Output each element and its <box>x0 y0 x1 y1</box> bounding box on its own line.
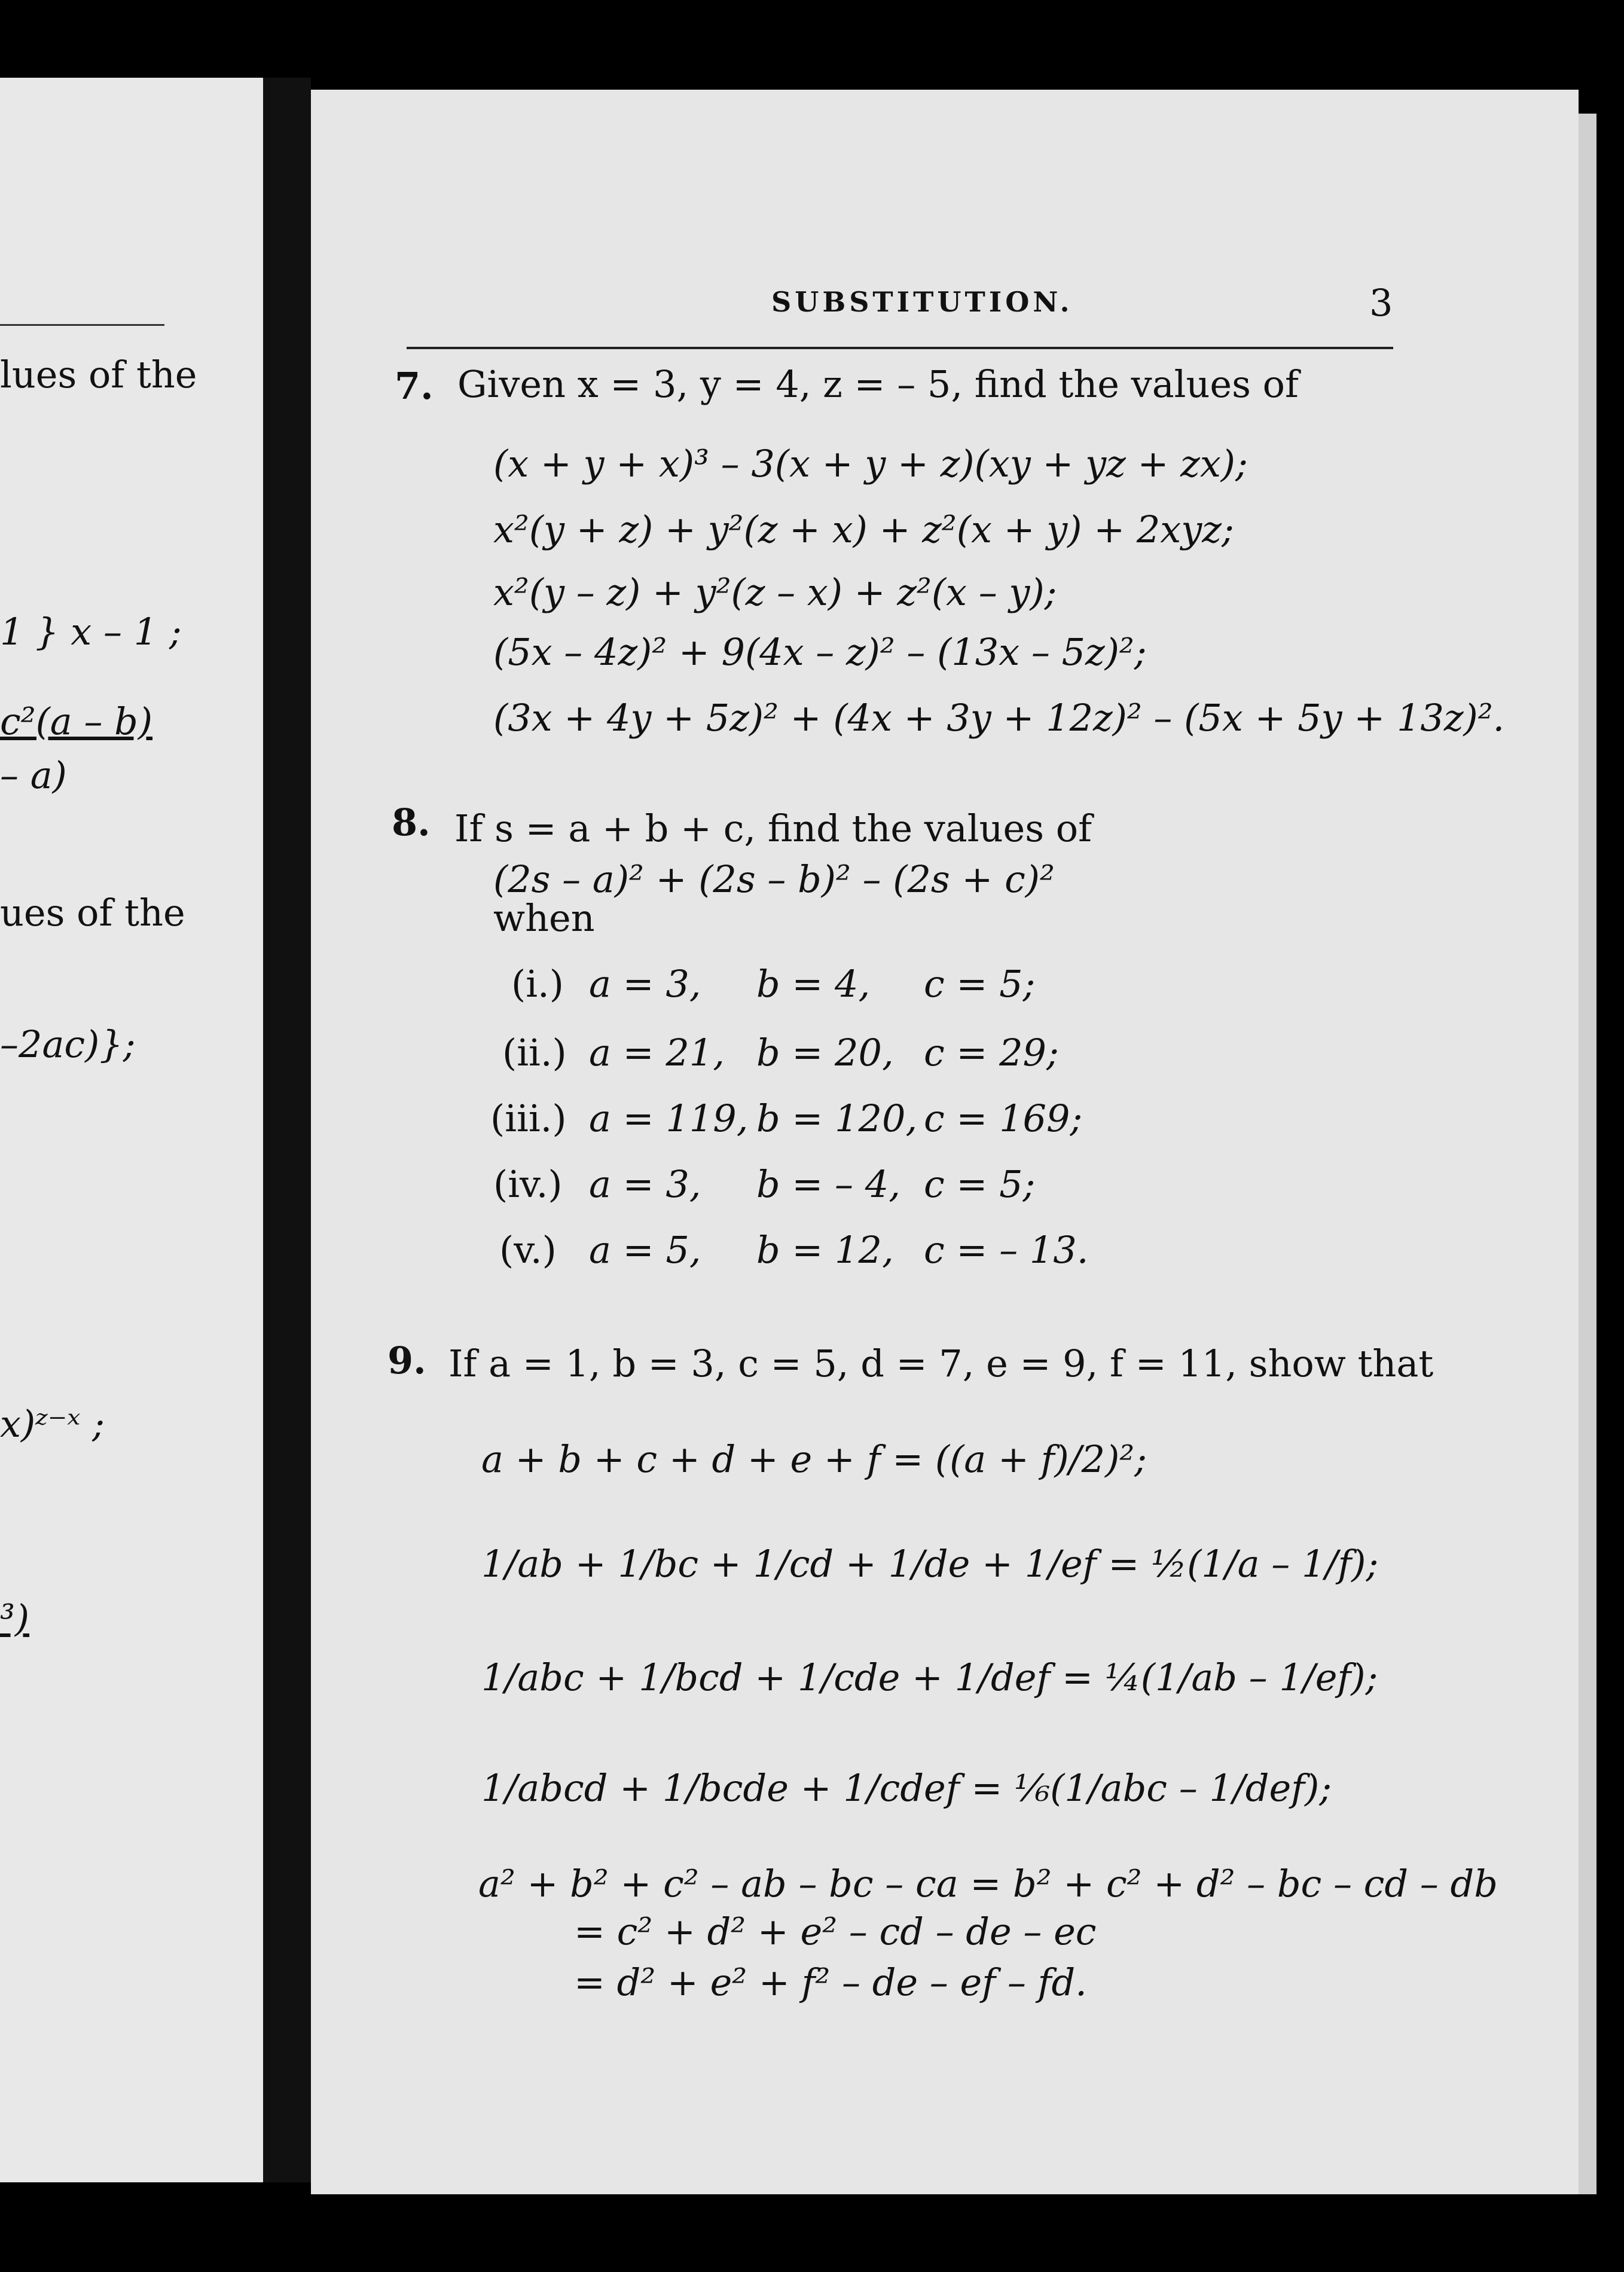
running-head-title: SUBSTITUTION. <box>771 286 1073 318</box>
left-fragment: ³) <box>0 1596 30 1640</box>
math-identity: a + b + c + d + e + f = ((a + f)/2)²; <box>481 1437 1147 1481</box>
math-expression: (5x – 4z)² + 9(4x – z)² – (13x – 5z)²; <box>493 630 1147 674</box>
case-a-value: a = 5, <box>589 1228 701 1272</box>
problem-intro: If a = 1, b = 3, c = 5, d = 7, e = 9, f = 11, show that <box>448 1342 1434 1385</box>
math-identity: = c² + d² + e² – cd – de – ec <box>574 1910 1097 1953</box>
math-expression: (x + y + x)³ – 3(x + y + z)(xy + yz + zx); <box>493 442 1248 485</box>
case-label: (i.) <box>511 962 564 1006</box>
case-b-value: b = – 4, <box>756 1162 900 1206</box>
case-c-value: c = – 13. <box>924 1228 1089 1272</box>
math-identity: = d² + e² + f² – de – ef – fd. <box>574 1960 1087 2004</box>
math-identity: 1/abc + 1/bcd + 1/cde + 1/def = ¼(1/ab – 1/ef); <box>481 1656 1378 1699</box>
math-identity: 1/abcd + 1/bcde + 1/cdef = ⅙(1/abc – 1/def); <box>481 1766 1332 1810</box>
left-fragment: x)ᶻ⁻ˣ ; <box>0 1402 105 1446</box>
page-number: 3 <box>1369 281 1393 325</box>
case-b-value: b = 120, <box>756 1097 918 1140</box>
case-a-value: a = 3, <box>589 1162 701 1206</box>
case-a-value: a = 21, <box>589 1031 725 1074</box>
left-fragment: lues of the <box>0 353 197 396</box>
case-label: (iv.) <box>493 1162 563 1206</box>
case-label: (iii.) <box>490 1097 567 1140</box>
case-a-value: a = 3, <box>589 962 701 1006</box>
problem-intro: If s = a + b + c, find the values of <box>454 807 1092 850</box>
case-label: (v.) <box>499 1228 557 1272</box>
when-label: when <box>493 896 595 940</box>
left-page-rule <box>0 324 164 326</box>
left-fragment: – a) <box>0 753 67 797</box>
left-fragment: ues of the <box>0 891 185 935</box>
problem-number: 8. <box>392 801 431 844</box>
math-expression: x²(y – z) + y²(z – x) + z²(x – y); <box>493 570 1057 614</box>
problem-number: 9. <box>387 1339 426 1382</box>
math-identity: a² + b² + c² – ab – bc – ca = b² + c² + d² – bc – cd – db <box>478 1862 1498 1905</box>
header-rule <box>407 347 1393 349</box>
case-c-value: c = 29; <box>924 1031 1059 1074</box>
case-b-value: b = 4, <box>756 962 871 1006</box>
case-b-value: b = 20, <box>756 1031 894 1074</box>
book-spine <box>263 78 311 2182</box>
left-fragment: c²(a – b) <box>0 700 153 743</box>
problem-intro: Given x = 3, y = 4, z = – 5, find the values of <box>457 362 1299 406</box>
case-c-value: c = 5; <box>924 962 1036 1006</box>
math-expression: (3x + 4y + 5z)² + (4x + 3y + 12z)² – (5x + 5y + 13z)². <box>493 696 1505 740</box>
left-fragment: –2ac)}; <box>0 1022 136 1066</box>
problem-number: 7. <box>395 364 434 408</box>
case-label: (ii.) <box>502 1031 567 1074</box>
case-a-value: a = 119, <box>589 1097 749 1140</box>
math-expression: x²(y + z) + y²(z + x) + z²(x + y) + 2xyz; <box>493 508 1234 551</box>
math-identity: 1/ab + 1/bc + 1/cd + 1/de + 1/ef = ½(1/a – 1/f); <box>481 1542 1379 1586</box>
left-fragment: 1 } x – 1 ; <box>0 610 182 653</box>
case-c-value: c = 169; <box>924 1097 1083 1140</box>
case-b-value: b = 12, <box>756 1228 894 1272</box>
math-expression: (2s – a)² + (2s – b)² – (2s + c)² <box>493 857 1055 901</box>
case-c-value: c = 5; <box>924 1162 1036 1206</box>
